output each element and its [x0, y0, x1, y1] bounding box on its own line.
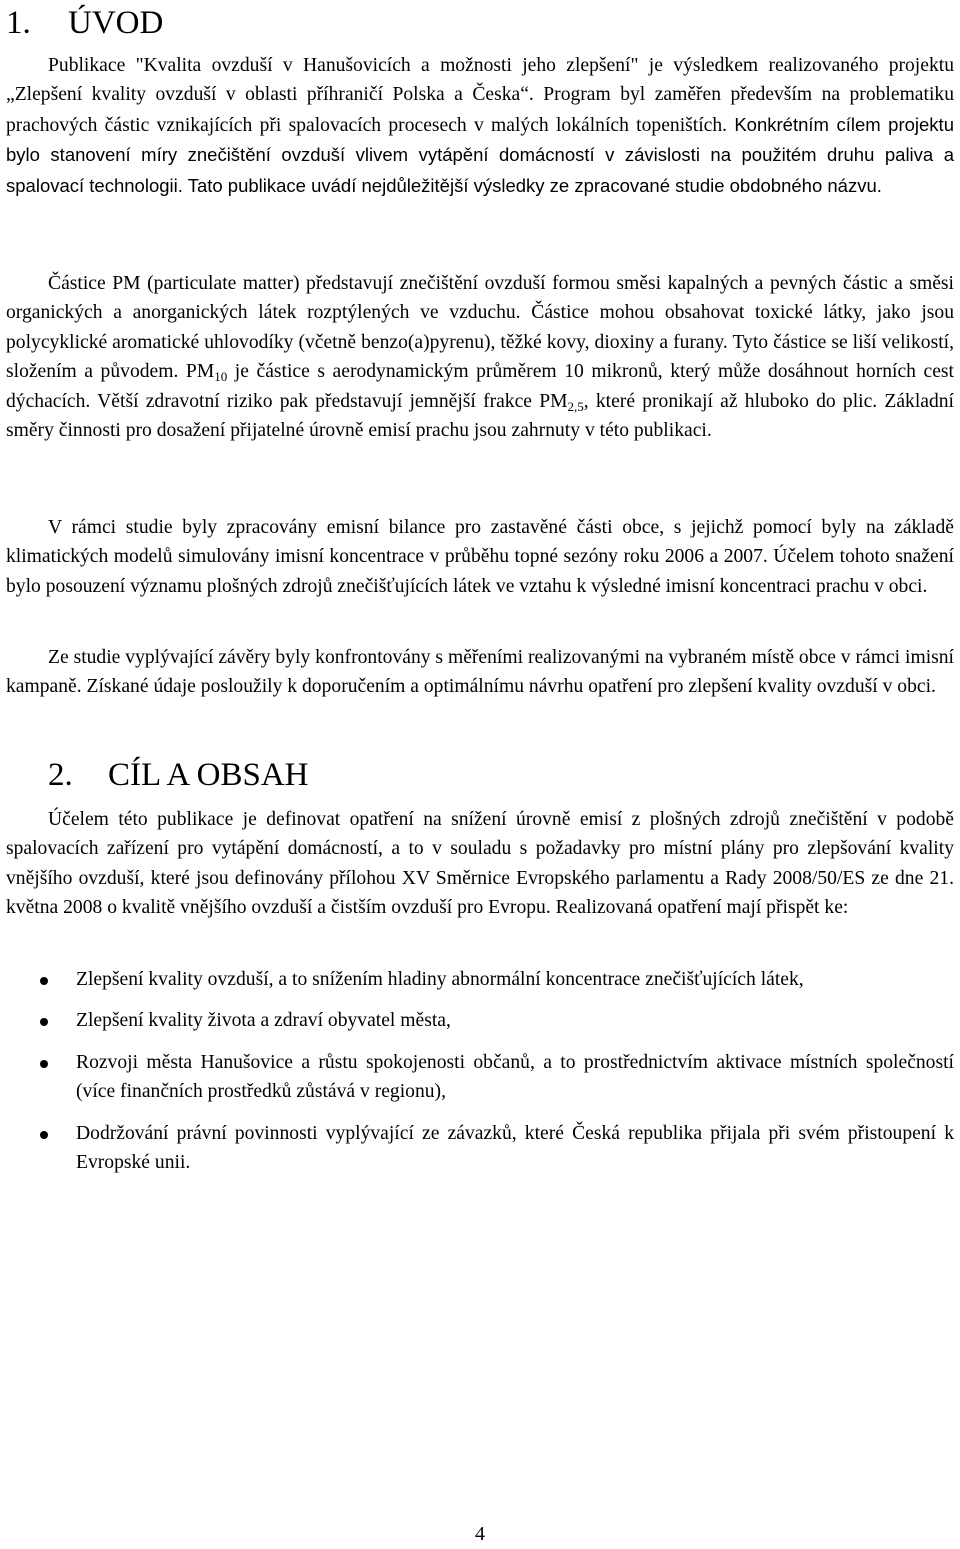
- paragraph-intro-part2: Konkrétním cílem projektu bylo stanovení míry znečištění ovzduší vlivem vytápění domácností v závislosti na použitém druhu paliva a spalovací technologii. Tato publikace uvádí nejdůležitější výsledky ze zpracované studie obdobného názvu.: [6, 113, 954, 196]
- list-item-text: Dodržování právní povinnosti vyplývající ze závazků, které Česká republika přijala při svém přistoupení k Evropské unii.: [76, 1122, 954, 1174]
- list-item-text: Rozvoji města Hanušovice a růstu spokojenosti občanů, a to prostřednictvím aktivace místních společností (více finančních prostředků zůstává v regionu),: [76, 1051, 954, 1103]
- section-number: 1.: [6, 5, 31, 41]
- section-heading-cil-a-obsah: [48, 756, 308, 794]
- bullet-icon: [40, 1131, 48, 1139]
- list-item-text: Zlepšení kvality života a zdraví obyvatel města,: [76, 1010, 451, 1032]
- list-item: [0, 965, 954, 994]
- section-number: 2.: [48, 757, 73, 793]
- section-title: ÚVOD: [68, 5, 164, 41]
- goal-bullet-list: [0, 965, 954, 1189]
- paragraph-particles-part2: je částice s aerodynamickým průměrem 10 mikronů, který může dosáhnout horních cest dýchacích. Větší zdravotní riziko pak představují jemnější frakce PM: [6, 361, 954, 412]
- subscript-pm10: 10: [214, 369, 228, 385]
- list-item: [0, 1119, 954, 1178]
- bullet-icon: [40, 1060, 48, 1068]
- list-item: [0, 1048, 954, 1107]
- paragraph-study: V rámci studie byly zpracovány emisní bilance pro zastavěné části obce, s jejichž pomocí byly na základě klimatických modelů simulovány imisní koncentrace v průběhu topné sezóny roku 2006 a 2007. Účelem tohoto snažení bylo posouzení významu plošných zdrojů znečišťujících látek ve vztahu k výsledné imisní koncentraci prachu v obci.: [6, 517, 954, 597]
- paragraph-conclusions: Ze studie vyplývající závěry byly konfrontovány s měřeními realizovanými na vybraném místě obce v rámci imisní kampaně. Získané údaje posloužily k doporučením a optimálnímu návrhu opatření pro zlepšení kvality ovzduší v obci.: [6, 647, 954, 698]
- section-heading-uvod: [6, 4, 163, 42]
- page-number: 4: [475, 1523, 485, 1545]
- paragraph-intro-part1: Publikace "Kvalita ovzduší v Hanušovicích a možnosti jeho zlepšení" je výsledkem realizovaného projektu „Zlepšení kvality ovzduší v oblasti příhraničí Polska a Česka“. Program byl zaměřen především na problematiku prachových částic vznikajících při spalovacích procesech v malých lokálních topeništích.: [6, 55, 954, 136]
- paragraph-particles-part3: , které pronikají až hluboko do plic. Základní směry činnosti pro dosažení přijatelné úrovně emisí prachu jsou zahrnuty v této publikaci.: [6, 390, 955, 442]
- list-item-text: Zlepšení kvality ovzduší, a to snížením hladiny abnormální koncentrace znečišťujících látek,: [76, 969, 804, 990]
- subscript-pm25: 2,5: [567, 398, 584, 414]
- paragraph-goal: Účelem této publikace je definovat opatření na snížení úrovně emisí z plošných zdrojů znečištění v podobě spalovacích zařízení pro vytápění domácností, a to v souladu s požadavky pro místní plány pro zlepšování kvality vnějšího ovzduší, které jsou definovány přílohou XV Směrnice Evropského parlamentu a Rady 2008/50/ES ze dne 21. května 2008 o kvalitě vnějšího ovzduší a čistším ovzduší pro Evropu. Realizovaná opatření mají přispět ke:: [6, 809, 954, 919]
- bullet-icon: [40, 1018, 48, 1026]
- paragraph-intro: [6, 51, 954, 201]
- section-title: CÍL A OBSAH: [108, 757, 309, 793]
- paragraph-particles: [6, 269, 954, 445]
- list-item: [0, 1006, 954, 1035]
- paragraph-particles-part1: Částice PM (particulate matter) představují znečištění ovzduší formou směsi kapalných a pevných částic a směsi organických a anorganických látek rozptýlených ve vzduchu. Částice mohou obsahovat toxické látky, jako jsou polycyklické aromatické uhlovodíky (včetně benzo(a)pyrenu), těžké kovy, dioxiny a furany. Tyto částice se liší velikostí, složením a původem. PM: [6, 273, 954, 383]
- bullet-icon: [40, 977, 48, 985]
